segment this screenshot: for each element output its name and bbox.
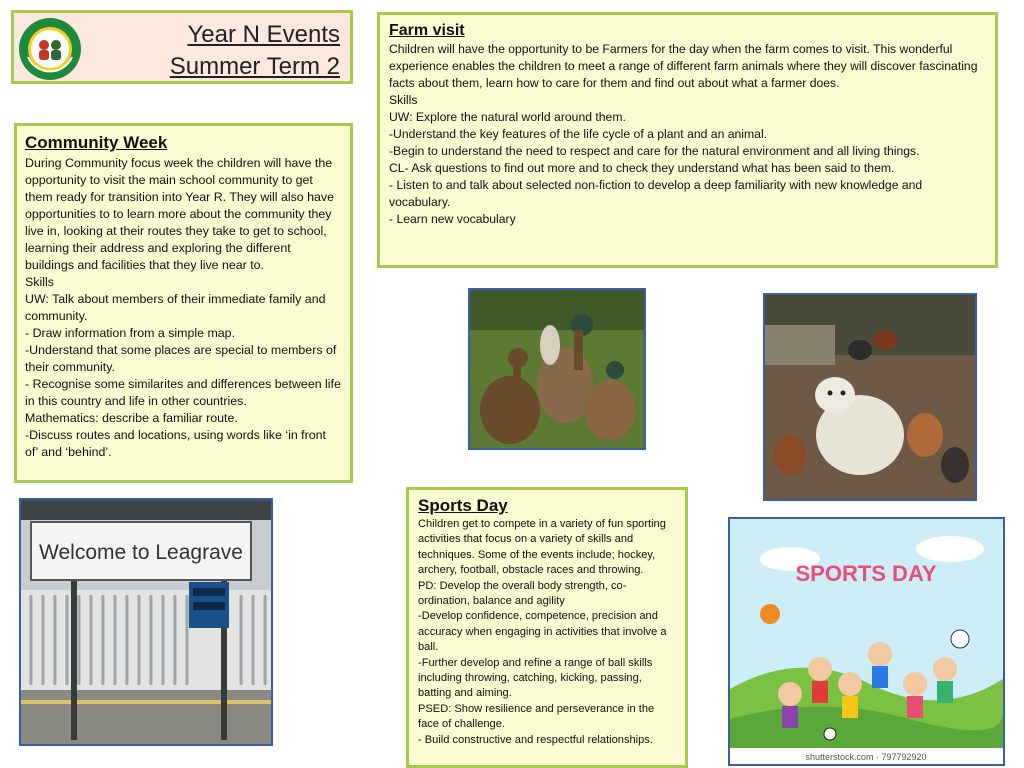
community-week-panel [14,123,353,483]
sports-day-panel [406,487,688,768]
sheep-and-chickens-photo [763,293,977,501]
sports-day-body: Children get to compete in a variety of fun sporting activities that focus on a variety of skills and techniques. Some of the events include; hockey, archery, football, obstacle races and throwing. PD: Develop the overall body strength, co-ordination, balance and agility -Develop confidence, competence, precision and accuracy when engaging in activities that involve a ball. -Further develop and refine a range of ball skills including throwing, catching, kicking, passing, batting and aiming. PSED: Show resilience and perseverance in the face of challenge. - Build constructive and respectful relationships. [418,518,667,746]
title-line-1: Year N Events [187,21,340,48]
title-box [11,10,353,84]
ducks-photo [468,288,646,450]
farm-visit-title: Farm visit [389,22,465,39]
page-title [170,19,340,83]
school-logo-icon [18,17,82,81]
title-line-2: Summer Term 2 [169,53,340,80]
community-week-title: Community Week [25,133,168,152]
shutterstock-credit: shutterstock.com · 797792920 [805,752,927,762]
sports-day-banner-text: SPORTS DAY [795,561,937,586]
farm-visit-body: Children will have the opportunity to be Farmers for the day when the farm comes to visit. This wonderful experience enables the children to meet a range of different farm animals where they will discover fascinating facts about them, learn how to care for them and find out about what a farmer does. Skills UW: Explore the natural world around them. -Understand the key features of the life cycle of a plant and an animal. -Begin to understand the need to respect and care for the natural environment and all living things. CL- Ask questions to find out more and to check they understand what has been said to them. - Listen to and talk about selected non-fiction to develop a deep familiarity with new knowledge and vocabulary. - Learn new vocabulary [389,42,978,226]
sports-day-title: Sports Day [418,496,508,515]
farm-visit-panel [377,12,998,268]
leagrave-station-photo [19,498,273,746]
sports-day-illustration [728,517,1005,766]
station-sign-text: Welcome to Leagrave [39,541,243,564]
community-week-body: During Community focus week the children will have the opportunity to visit the main school community to get them ready for transition into Year R. They will also have opportunities to to learn more about the community they live in, looking at their routes they take to get to school, learning their address and exploring the different buildings and facilities that they live near to. Skills UW: Talk about members of their immediate family and community. - Draw information from a simple map. -Understand that some places are special to members of their community. - Recognise some similarites and differences between life in this country and life in other countries. Mathematics: describe a familiar route. -Discuss routes and locations, using words like ‘in front of’ and ‘behind’. [25,156,341,459]
